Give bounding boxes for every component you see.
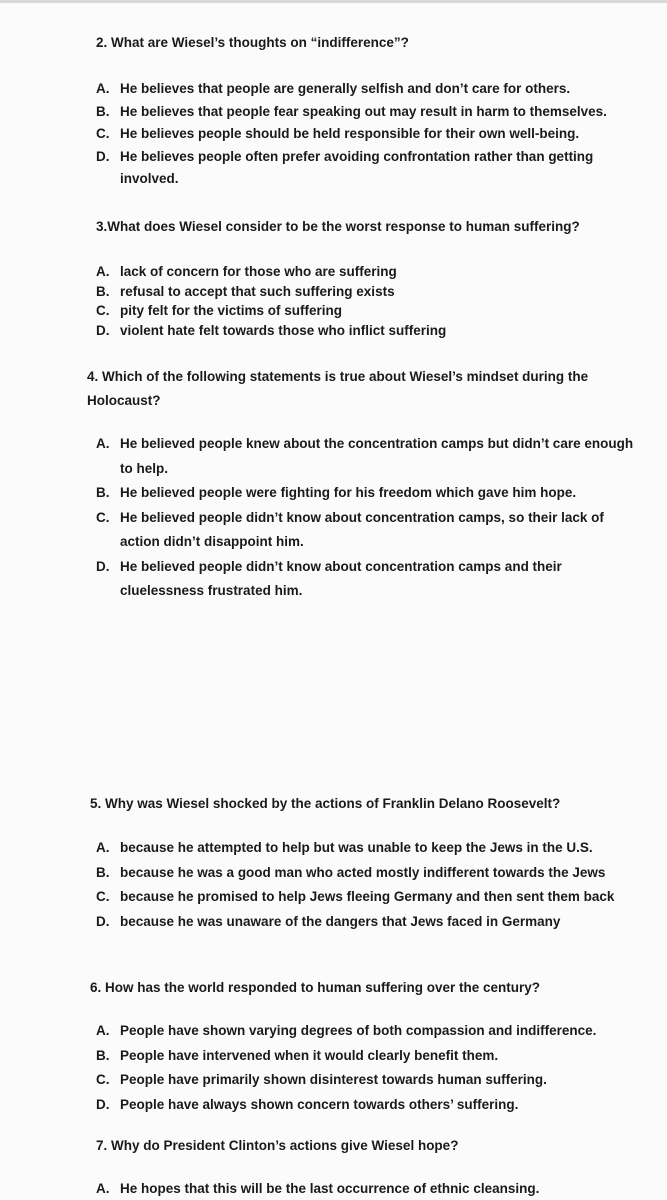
question-6-option-c[interactable]: C. People have primarily shown disinterest towards human suffering. — [96, 1072, 547, 1087]
question-6-option-d[interactable]: D. People have always shown concern towards others’ suffering. — [96, 1096, 519, 1112]
question-2-option-d[interactable]: D. He believes people often prefer avoiding confrontation rather than getting involved. — [96, 148, 594, 186]
question-2-option-b[interactable]: B. He believes that people fear speaking out may result in harm to themselves. — [96, 103, 607, 119]
question-6-options — [96, 1019, 641, 1117]
question-2-prompt: 2. What are Wiesel’s thoughts on “indifference”? — [96, 35, 409, 50]
question-2-option-a[interactable]: A. He believes that people are generally selfish and don’t care for others. — [96, 81, 571, 96]
question-4-option-d[interactable]: D. He believed people didn’t know about concentration camps and their cluelessness frustrated him. — [96, 558, 562, 598]
question-5-option-a[interactable]: A. because he attempted to help but was unable to keep the Jews in the U.S. — [96, 840, 593, 855]
question-5-option-b[interactable]: B. because he was a good man who acted mostly indifferent towards the Jews — [96, 864, 606, 880]
question-5-option-d[interactable]: D. because he was unaware of the dangers that Jews faced in Germany — [96, 913, 561, 929]
question-3-option-b[interactable]: B. refusal to accept that such suffering exists — [96, 283, 395, 299]
question-4-prompt: 4. Which of the following statements is true about Wiesel’s mindset during the Holocaust? — [87, 369, 589, 408]
question-5-option-c[interactable]: C. because he promised to help Jews fleeing Germany and then sent them back — [96, 889, 615, 904]
page-top-edge — [0, 0, 667, 3]
question-5-prompt: 5. Why was Wiesel shocked by the actions of Franklin Delano Roosevelt? — [90, 796, 561, 811]
question-2-options — [96, 78, 641, 191]
question-3-option-d[interactable]: D. violent hate felt towards those who inflict suffering — [96, 322, 447, 338]
question-6-option-b[interactable]: B. People have intervened when it would clearly benefit them. — [96, 1047, 499, 1063]
question-7-options — [96, 1178, 641, 1200]
question-6-prompt: 6. How has the world responded to human suffering over the century? — [90, 980, 541, 995]
question-6-option-a[interactable]: A. People have shown varying degrees of both compassion and indifference. — [96, 1023, 597, 1038]
question-3-options — [96, 262, 641, 340]
question-3-prompt: 3.What does Wiesel consider to be the worst response to human suffering? — [96, 219, 580, 234]
question-5-options — [96, 836, 641, 934]
question-3-option-c[interactable]: C. pity felt for the victims of suffering — [96, 303, 343, 318]
question-4-option-c[interactable]: C. He believed people didn’t know about concentration camps, so their lack of action didn’t disappoint him. — [96, 509, 604, 549]
question-4-option-b[interactable]: B. He believed people were fighting for his freedom which gave him hope. — [96, 485, 577, 500]
question-3-option-a[interactable]: A. lack of concern for those who are suffering — [96, 264, 397, 279]
question-4-options — [96, 432, 641, 604]
question-7-prompt: 7. Why do President Clinton’s actions give Wiesel hope? — [96, 1138, 459, 1153]
question-2-option-c[interactable]: C. He believes people should be held responsible for their own well-being. — [96, 126, 580, 141]
question-4-option-a[interactable]: A. He believed people knew about the concentration camps but didn’t care enough to help. — [96, 436, 634, 476]
question-7-option-a[interactable]: A. He hopes that this will be the last occurrence of ethnic cleansing. — [96, 1181, 540, 1196]
